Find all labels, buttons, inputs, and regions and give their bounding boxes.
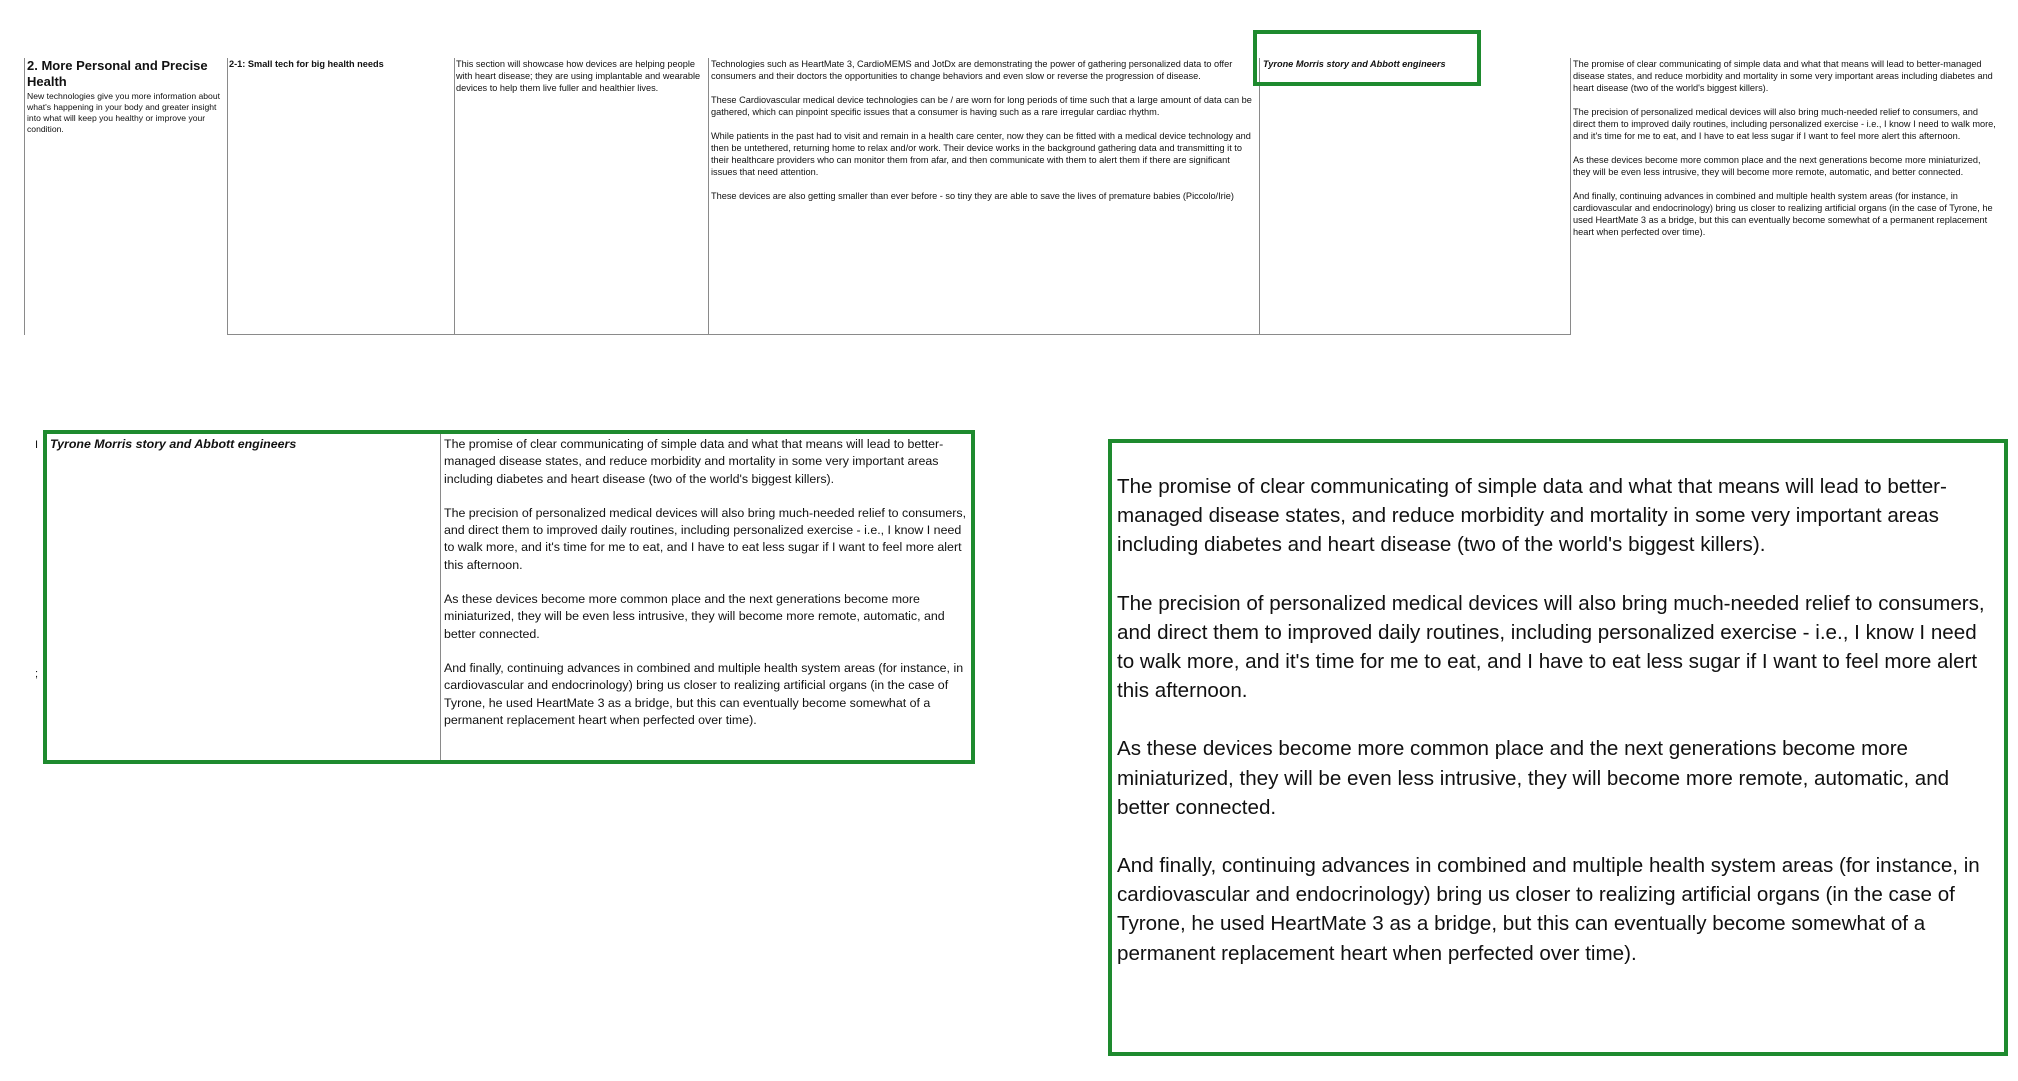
section-title: 2. More Personal and Precise Health: [27, 58, 208, 89]
grid-line: [1570, 58, 1571, 335]
grid-line: [1259, 58, 1260, 335]
paragraph: As these devices become more common place and the next generations become more miniaturized, they will be even less intrusive, they will become more remote, automatic, and better connected.: [444, 592, 945, 641]
grid-line: [708, 58, 709, 335]
paragraph: The precision of personalized medical devices will also bring much-needed relief to consumers, and direct them to improved daily routines, including personalized exercise - i.e., I know I need to walk more, and it's time for me to eat, and I have to eat less sugar if I want to feel more alert this afternoon.: [1573, 107, 1996, 141]
promise-details-cell: [444, 436, 970, 746]
paragraph: The precision of personalized medical devices will also bring much-needed relief to consumers, and direct them to improved daily routines, including personalized exercise - i.e., I know I need to walk more, and it's time for me to eat, and I have to eat less sugar if I want to feel more alert this afternoon.: [1117, 591, 1985, 703]
paragraph: As these devices become more common place and the next generations become more miniaturized, they will be even less intrusive, they will become more remote, automatic, and better connected.: [1117, 737, 1950, 819]
paragraph: And finally, continuing advances in combined and multiple health system areas (for instance, in cardiovascular and endocrinology) bring us closer to realizing artificial organs (in the case of Tyrone, he used HeartMate 3 as a bridge, but this can eventually become somewhat of a permanent replacement heart when perfected over time).: [444, 660, 964, 727]
paragraph: These Cardiovascular medical device technologies can be / are worn for long periods of time such that a large amount of data can be gathered, which can pinpoint specific issues that a consumer is having such as a rare irregular cardiac rhythm.: [711, 95, 1252, 117]
paragraph: These devices are also getting smaller than ever before - so tiny they are able to save the lives of premature babies (Piccolo/Irie): [711, 191, 1234, 201]
subsection-label: 2-1: Small tech for big health needs: [229, 59, 384, 69]
paragraph: The promise of clear communicating of simple data and what that means will lead to better-managed disease states, and reduce morbidity and mortality in some very important areas including diabetes and heart disease (two of the world's biggest killers).: [1573, 59, 1993, 93]
grid-line: [227, 334, 1571, 335]
section-subtitle: New technologies give you more information about what's happening in your body and greater insight into what will keep you healthy or improve your condition.: [27, 91, 220, 134]
promise-details-enlarged: [1117, 472, 1997, 997]
paragraph: Technologies such as HeartMate 3, CardioMEMS and JotDx are demonstrating the power of gathering personalized data to offer consumers and their doctors the opportunities to change behaviors and even slow or reverse the progression of disease.: [711, 59, 1233, 81]
grid-line: [24, 58, 25, 335]
paragraph: The promise of clear communicating of simple data and what that means will lead to better-managed disease states, and reduce morbidity and mortality in some very important areas including diabetes and heart disease (two of the world's biggest killers).: [444, 437, 944, 486]
grid-line: [440, 434, 441, 760]
story-label: Tyrone Morris story and Abbott engineers: [1263, 59, 1446, 69]
paragraph: The promise of clear communicating of simple data and what that means will lead to better-managed disease states, and reduce morbidity and mortality in some very important areas including diabetes and heart disease (two of the world's biggest killers).: [1117, 475, 1947, 557]
section-heading-cell: [27, 58, 225, 135]
paragraph: And finally, continuing advances in combined and multiple health system areas (for instance, in cardiovascular and endocrinology) bring us closer to realizing artificial organs (in the case of Tyrone, he used HeartMate 3 as a bridge, but this can eventually become somewhat of a permanent replacement heart when perfected over time).: [1573, 191, 1993, 237]
paragraph: While patients in the past had to visit and remain in a health care center, now they can be fitted with a medical device technology and then be untethered, returning home to relax and/or work. Their device works in the background gathering data and transmitting it to their healthcare providers who can monitor them from afar, and then communicate with them to alert them if there are significant issues that need attention.: [711, 131, 1251, 177]
grid-line: [227, 58, 228, 335]
technology-details-cell: [711, 58, 1256, 214]
promise-details-cell: [1573, 58, 1998, 250]
subsection-description: This section will showcase how devices are helping people with heart disease; they are using implantable and wearable devices to help them live fuller and healthier lives.: [456, 59, 701, 93]
paragraph: And finally, continuing advances in combined and multiple health system areas (for instance, in cardiovascular and endocrinology) bring us closer to realizing artificial organs (in the case of Tyrone, he used HeartMate 3 as a bridge, but this can eventually become somewhat of a permanent replacement heart when perfected over time).: [1117, 854, 1980, 965]
stray-mark: I: [35, 439, 39, 451]
paragraph: The precision of personalized medical devices will also bring much-needed relief to consumers, and direct them to improved daily routines, including personalized exercise - i.e., I know I need to walk more, and it's time for me to eat, and I have to eat less sugar if I want to feel more alert this afternoon.: [444, 505, 967, 572]
stray-mark: ;: [35, 668, 39, 680]
paragraph: As these devices become more common place and the next generations become more miniaturized, they will be even less intrusive, they will become more remote, automatic, and better connected.: [1573, 155, 1981, 177]
story-label: Tyrone Morris story and Abbott engineers: [50, 437, 297, 451]
grid-line: [454, 58, 455, 335]
